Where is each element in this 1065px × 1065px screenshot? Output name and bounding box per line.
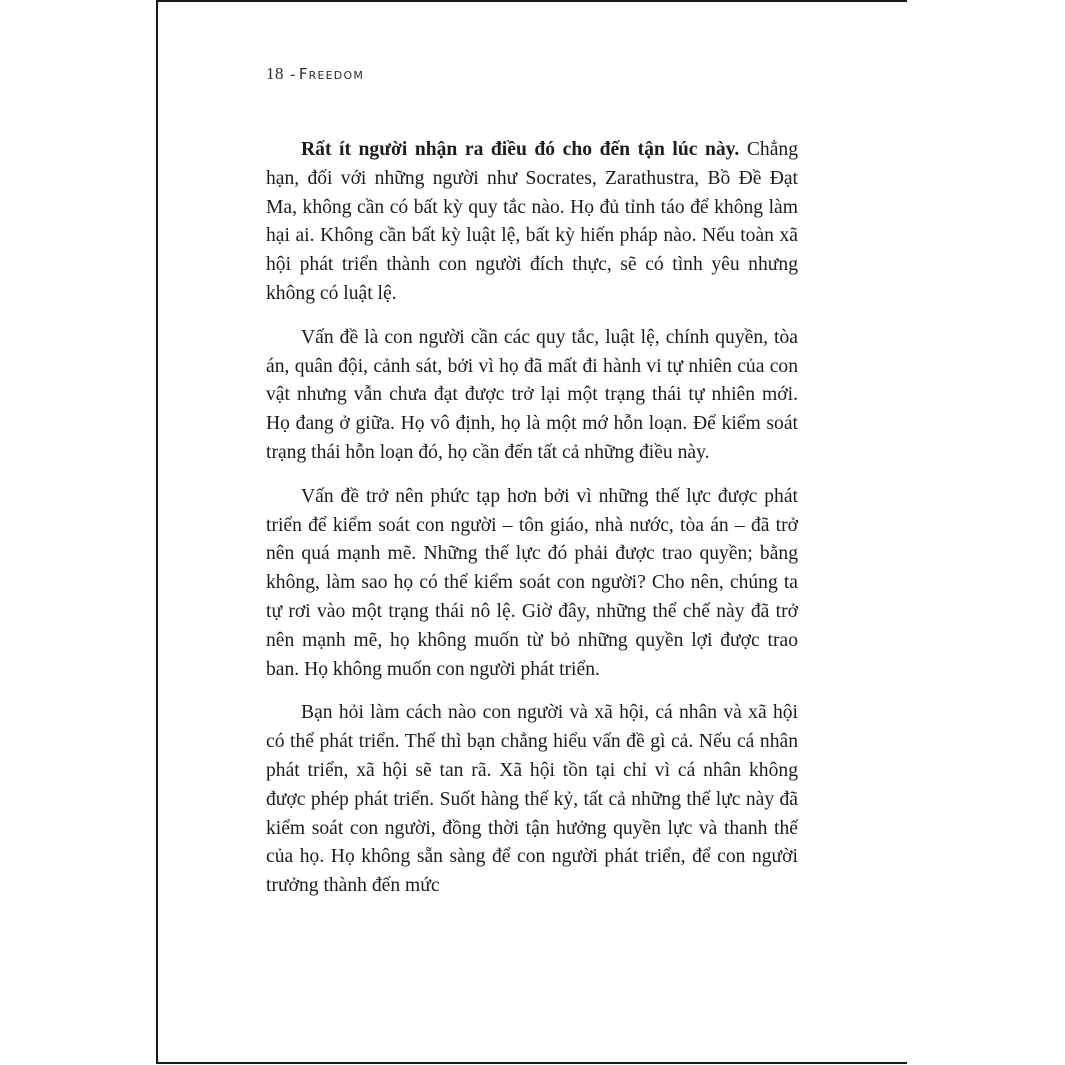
header-separator: -: [290, 66, 296, 83]
running-header: [266, 64, 364, 84]
paragraph-2: [266, 324, 798, 468]
paragraph-text: Vấn đề trở nên phức tạp hơn bởi vì những thế lực được phát triển để kiểm soát con người – tôn giáo, nhà nước, tòa án – đã trở nên quá mạnh mẽ. Những thế lực đó phải được trao quyền; bằng không, làm sao họ có thể kiểm soát con người? Cho nên, chúng ta tự rơi vào một trạng thái nô lệ. Giờ đây, những thể chế này đã trở nên mạnh mẽ, họ không muốn từ bỏ những quyền lợi được trao ban. Họ không muốn con người phát triển.: [266, 485, 798, 680]
body-text: [266, 136, 798, 901]
paragraph-3: [266, 483, 798, 685]
book-page: [156, 0, 907, 1064]
book-title: Freedom: [298, 65, 365, 83]
paragraph-4: [266, 699, 798, 901]
paragraph-text: Chẳng hạn, đối với những người như Socrates, Zarathustra, Bồ Đề Đạt Ma, không cần có bất kỳ quy tắc nào. Họ đủ tỉnh táo để không làm hại ai. Không cần bất kỳ luật lệ, bất kỳ hiến pháp nào. Nếu toàn xã hội phát triển thành con người đích thực, sẽ có tình yêu nhưng không có luật lệ.: [266, 139, 799, 304]
paragraph-1: [266, 136, 798, 309]
paragraph-text: Bạn hỏi làm cách nào con người và xã hội, cá nhân và xã hội có thể phát triển. Thế thì bạn chẳng hiểu vấn đề gì cả. Nếu cá nhân phát triển, xã hội sẽ tan rã. Xã hội tồn tại chỉ vì cá nhân không được phép phát triển. Suốt hàng thế kỷ, tất cả những thế lực này đã kiểm soát con người, đồng thời tận hưởng quyền lực và thanh thế của họ. Họ không sẵn sàng để con người phát triển, để con người trưởng thành đến mức: [266, 702, 798, 897]
page-number: 18: [266, 64, 284, 83]
paragraph-lead: Rất ít người nhận ra điều đó cho đến tận lúc này.: [301, 139, 740, 160]
paragraph-text: Vấn đề là con người cần các quy tắc, luật lệ, chính quyền, tòa án, quân đội, cảnh sát, bởi vì họ đã mất đi hành vi tự nhiên của con vật nhưng vẫn chưa đạt được trở lại một trạng thái tự nhiên mới. Họ đang ở giữa. Họ vô định, họ là một mớ hỗn loạn. Để kiểm soát trạng thái hỗn loạn đó, họ cần đến tất cả những điều này.: [266, 326, 798, 463]
